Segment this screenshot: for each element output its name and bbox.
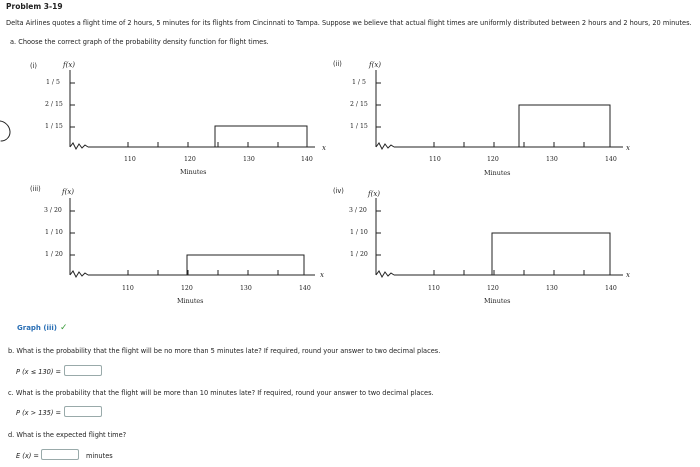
x-tick-label: 130 xyxy=(546,285,558,292)
x-axis-label: Minutes xyxy=(484,297,511,305)
y-tick-label: 3 / 20 xyxy=(44,207,62,214)
fx-label: f(x) xyxy=(368,190,381,198)
part-d-unit: minutes xyxy=(86,452,113,460)
left-edge-bracket xyxy=(0,116,15,146)
x-tick-label: 140 xyxy=(299,285,311,292)
fx-label: f(x) xyxy=(369,61,382,69)
x-axis-label: Minutes xyxy=(484,169,511,177)
graph-roman-label: (iv) xyxy=(333,187,344,195)
x-tick-label: 120 xyxy=(184,156,196,163)
graph-roman-label: (i) xyxy=(30,62,37,70)
x-tick-label: 110 xyxy=(124,156,136,163)
x-axis-label: Minutes xyxy=(180,168,207,176)
x-axis-symbol: x xyxy=(626,144,630,152)
y-tick-label: 1 / 15 xyxy=(350,123,368,130)
part-d-answer-input[interactable] xyxy=(41,449,79,460)
x-axis-symbol: x xyxy=(626,271,630,279)
part-d-label: E (x) = xyxy=(16,452,39,460)
problem-title: Problem 3-19 xyxy=(6,2,63,11)
problem-intro: Delta Airlines quotes a flight time of 2 hours, 5 minutes for its flights from Cincinnati to Tampa. Suppose we believe that actual flight times are uniformly distributed between 2 hours and 2 hours, 20 minutes. xyxy=(6,19,692,27)
x-tick-label: 140 xyxy=(605,285,617,292)
y-tick-label: 1 / 5 xyxy=(46,79,60,86)
x-tick-label: 120 xyxy=(487,156,499,163)
graph-roman-label: (iii) xyxy=(30,185,41,193)
y-tick-label: 3 / 20 xyxy=(349,207,367,214)
x-tick-label: 130 xyxy=(546,156,558,163)
x-tick-label: 130 xyxy=(243,156,255,163)
x-tick-label: 140 xyxy=(605,156,617,163)
graph-ii-plot xyxy=(366,70,636,160)
x-tick-label: 130 xyxy=(240,285,252,292)
x-tick-label: 140 xyxy=(301,156,313,163)
x-tick-label: 110 xyxy=(429,156,441,163)
fx-label: f(x) xyxy=(62,188,75,196)
part-d-question: d. What is the expected flight time? xyxy=(8,431,127,439)
graph-roman-label: (ii) xyxy=(333,60,342,68)
graph-iii-plot xyxy=(60,198,330,288)
part-c-label: P (x > 135) = xyxy=(16,409,62,417)
y-tick-label: 2 / 15 xyxy=(45,101,63,108)
feedback-text: Graph (iii) xyxy=(17,324,57,332)
part-b-answer-input[interactable] xyxy=(64,365,102,376)
checkmark-icon: ✓ xyxy=(59,323,68,333)
y-tick-label: 1 / 15 xyxy=(45,123,63,130)
graph-iv-plot xyxy=(366,198,636,288)
y-tick-label: 1 / 20 xyxy=(45,251,63,258)
part-c-answer-input[interactable] xyxy=(64,406,102,417)
answer-feedback xyxy=(17,323,68,333)
part-b-label: P (x ≤ 130) = xyxy=(16,368,62,376)
part-b-question: b. What is the probability that the flight will be no more than 5 minutes late? If required, round your answer to two decimal places. xyxy=(8,347,441,355)
fx-label: f(x) xyxy=(63,61,76,69)
graph-i-plot xyxy=(60,70,330,160)
x-axis-symbol: x xyxy=(322,144,326,152)
x-tick-label: 110 xyxy=(428,285,440,292)
y-tick-label: 1 / 10 xyxy=(45,229,63,236)
y-tick-label: 1 / 10 xyxy=(350,229,368,236)
part-c-question: c. What is the probability that the flight will be more than 10 minutes late? If required, round your answer to two decimal places. xyxy=(8,389,434,397)
x-tick-label: 120 xyxy=(181,285,193,292)
y-tick-label: 2 / 15 xyxy=(350,101,368,108)
x-axis-symbol: x xyxy=(320,271,324,279)
y-tick-label: 1 / 20 xyxy=(350,251,368,258)
x-axis-label: Minutes xyxy=(177,297,204,305)
y-tick-label: 1 / 5 xyxy=(352,79,366,86)
part-a-question: a. Choose the correct graph of the probability density function for flight times. xyxy=(10,38,269,46)
x-tick-label: 120 xyxy=(487,285,499,292)
x-tick-label: 110 xyxy=(122,285,134,292)
